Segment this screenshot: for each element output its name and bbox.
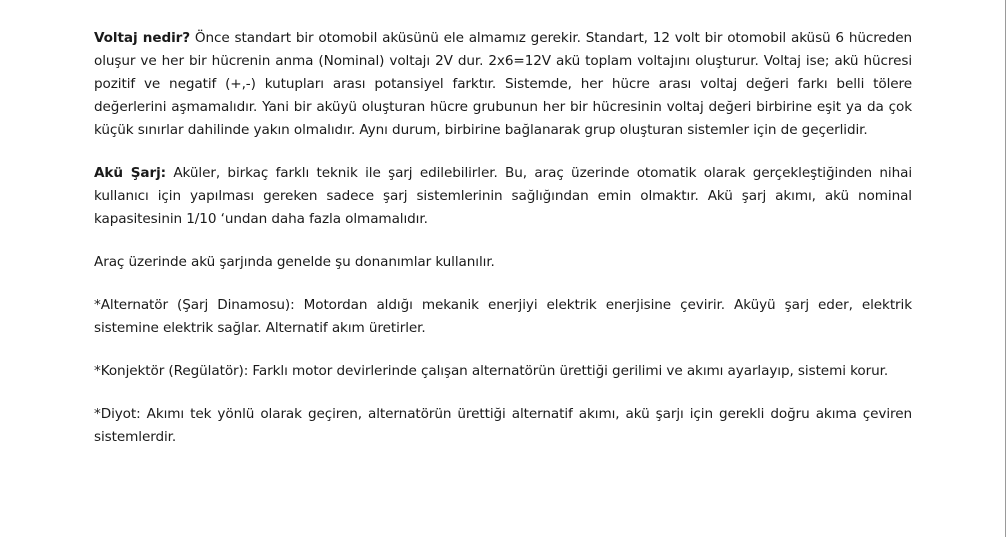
paragraph-text-equipment-intro: Araç üzerinde akü şarjında genelde şu donanımlar kullanılır. — [94, 254, 495, 270]
paragraph-heading-battery-charge: Akü Şarj: — [94, 165, 166, 181]
paragraph-regulator — [94, 360, 912, 383]
paragraph-text-alternator: *Alternatör (Şarj Dinamosu): Motordan aldığı mekanik enerjiyi elektrik enerjisine çevirir. Aküyü şarj eder, elektrik sistemine elektrik sağlar. Alternatif akım üretirler. — [94, 297, 912, 336]
paragraph-battery-charge — [94, 162, 912, 231]
paragraph-heading-voltage: Voltaj nedir? — [94, 30, 191, 46]
paragraph-voltage — [94, 27, 912, 142]
document-body — [94, 27, 912, 469]
paragraph-text-diode: *Diyot: Akımı tek yönlü olarak geçiren, alternatörün ürettiği alternatif akımı, akü şarjı için gerekli doğru akıma çeviren sistemlerdir. — [94, 406, 912, 445]
paragraph-equipment-intro — [94, 251, 912, 274]
paragraph-diode — [94, 403, 912, 449]
paragraph-alternator — [94, 294, 912, 340]
paragraph-text-voltage: Önce standart bir otomobil aküsünü ele almamız gerekir. Standart, 12 volt bir otomobil aküsü 6 hücreden oluşur ve her bir hücrenin anma (Nominal) voltajı 2V dur. 2x6=12V akü toplam voltajını oluşturur. Voltaj ise; akü hücresi pozitif ve negatif (+,-) kutupları arası potansiyel farktır. Sistemde, her hücre arası voltaj değeri farkı belli tölere değerlerini aşmamalıdır. Yani bir aküyü oluşturan hücre grubunun her bir hücresinin voltaj değeri birbirine eşit ya da çok küçük sınırlar dahilinde yakın olmalıdır. Aynı durum, birbirine bağlanarak grup oluşturan sistemler için de geçerlidir. — [94, 30, 912, 138]
paragraph-text-battery-charge: Aküler, birkaç farklı teknik ile şarj edilebilirler. Bu, araç üzerinde otomatik olarak gerçekleştiğinden nihai kullanıcı için yapılması gereken sadece şarj sistemlerinin sağlığından emin olmaktır. Akü şarj akımı, akü nominal kapasitesinin 1/10 ‘undan daha fazla olmamalıdır. — [94, 165, 912, 227]
paragraph-text-regulator: *Konjektör (Regülatör): Farklı motor devirlerinde çalışan alternatörün ürettiği gerilimi ve akımı ayarlayıp, sistemi korur. — [94, 363, 889, 379]
